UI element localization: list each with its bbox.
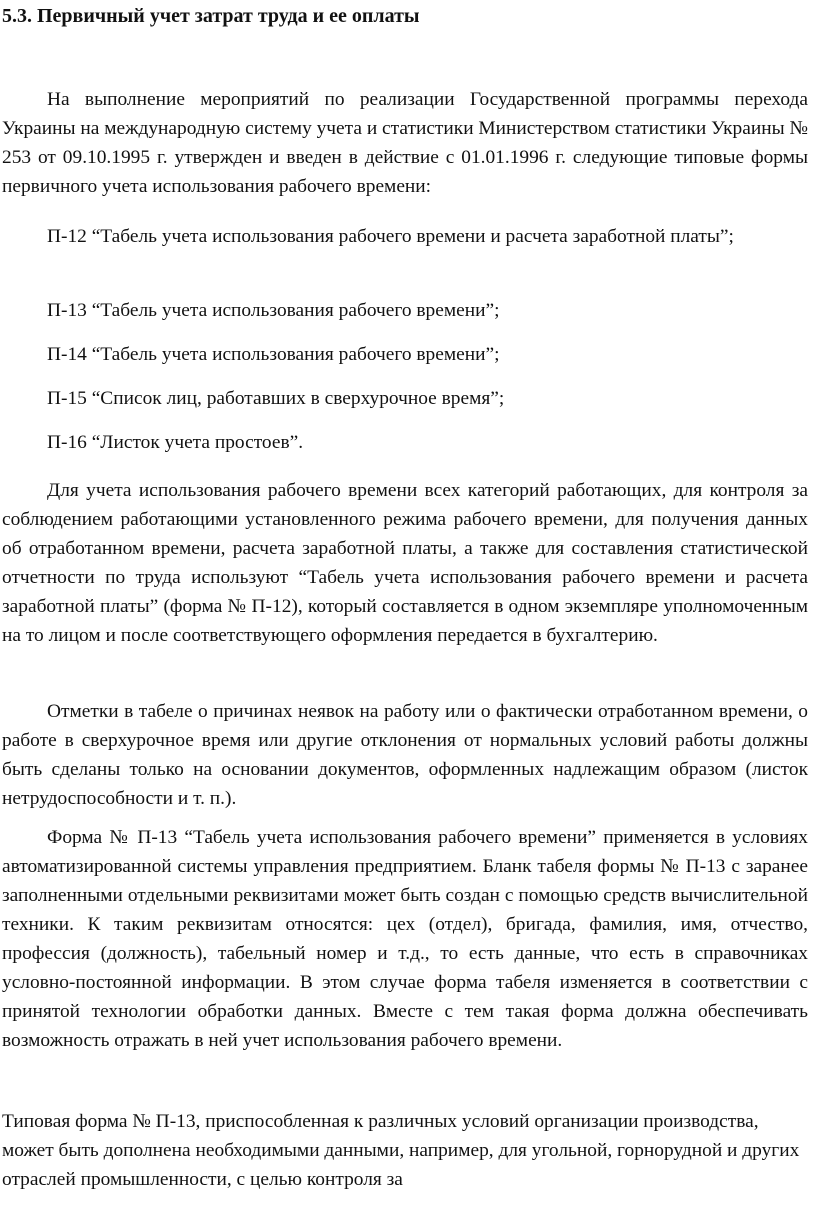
paragraph-typical-form: Типовая форма № П-13, приспособленная к различных условий организации производства, может быть дополнена необходимыми данными, например, для угольной, горнорудной и других отраслей промышленности, с целью контроля за: [2, 1111, 800, 1190]
list-item-p15: П-15 “Список лиц, работавших в сверхурочное время”;: [47, 388, 505, 409]
paragraph-marks: Отметки в табеле о причинах неявок на работу или о фактически отработанном времени, о работе в сверхурочное время или другие отклонения от нормальных условий работы должны быть сделаны только на основании документов, оформленных надлежащим образом (листок нетрудоспособности и т. п.).: [2, 701, 808, 809]
list-item-p13: П-13 “Табель учета использования рабочего времени”;: [47, 300, 500, 321]
paragraph-intro: На выполнение мероприятий по реализации Государственной программы перехода Украины на международную систему учета и статистики Министерством статистики Украины № 253 от 09.10.1995 г. утвержден и введен в действие с 01.01.1996 г. следующие типовые формы первичного учета использования рабочего времени:: [2, 89, 808, 197]
paragraph-form-p13: Форма № П-13 “Табель учета использования рабочего времени” применяется в условиях автоматизированной системы управления предприятием. Бланк табеля формы № П-13 с заранее заполненными отдельными реквизитами может быть создан с помощью средств вычислительной техники. К таким реквизитам относятся: цех (отдел), бригада, фамилия, имя, отчество, профессия (должность), табельный номер и т.д., то есть данные, что есть в справочниках условно-постоянной информации. В этом случае форма табеля изменяется в соответствии с принятой технологии обработки данных. Вместе с тем такая форма должна обеспечивать возможность отражать в ней учет использования рабочего времени.: [2, 827, 808, 1051]
list-item-p12: П-12 “Табель учета использования рабочего времени и расчета заработной платы”;: [47, 226, 734, 247]
section-heading: 5.3. Первичный учет затрат труда и ее оплаты: [2, 5, 420, 27]
list-item-p16: П-16 “Листок учета простоев”.: [47, 432, 304, 453]
paragraph-tabel-usage: Для учета использования рабочего времени всех категорий работающих, для контроля за соблюдением работающими установленного режима рабочего времени, для получения данных об отработанном времени, расчета заработной платы, а также для составления статистической отчетности по труда используют “Табель учета использования рабочего времени и расчета заработной платы” (форма № П-12), который составляется в одном экземпляре уполномоченным на то лицом и после соответствующего оформления передается в бухгалтерию.: [2, 480, 808, 646]
list-item-p14: П-14 “Табель учета использования рабочего времени”;: [47, 344, 500, 365]
